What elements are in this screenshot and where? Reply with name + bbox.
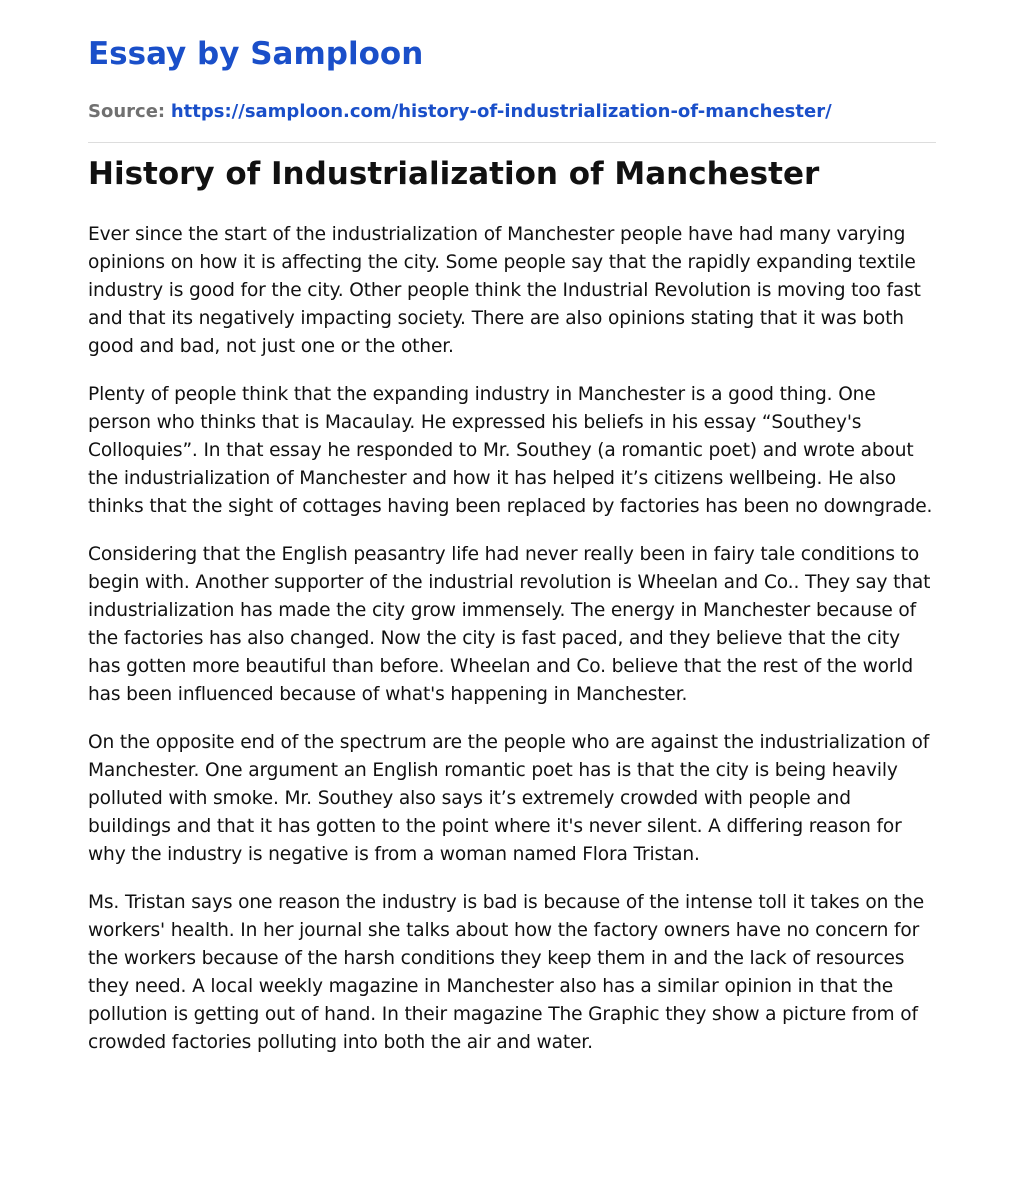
article-body	[88, 221, 936, 1077]
header-divider	[88, 142, 936, 143]
paragraph-3: Considering that the English peasantry life had never really been in fairy tale conditions to begin with. Another supporter of the industrial revolution is Wheelan and Co.. They say that industrialization has made the city grow immensely. The energy in Manchester because of the factories has also changed. Now the city is fast paced, and they believe that the city has gotten more beautiful than before. Wheelan and Co. believe that the rest of the world has been influenced because of what's happening in Manchester.	[88, 544, 931, 705]
source-label: Source:	[88, 101, 166, 122]
source-line	[88, 101, 832, 122]
source-link[interactable]: https://samploon.com/history-of-industrialization-of-manchester/	[170, 101, 832, 122]
paragraph-4: On the opposite end of the spectrum are the people who are against the industrialization of Manchester. One argument an English romantic poet has is that the city is being heavily polluted with smoke. Mr. Southey also says it’s extremely crowded with people and buildings and that it has gotten to the point where it's never silent. A differing reason for why the industry is negative is from a woman named Flora Tristan.	[88, 732, 930, 865]
paragraph-2: Plenty of people think that the expanding industry in Manchester is a good thing. One person who thinks that is Macaulay. He expressed his beliefs in his essay “Southey's Colloquies”. In that essay he responded to Mr. Southey (a romantic poet) and wrote about the industrialization of Manchester and how it has helped it’s citizens wellbeing. He also thinks that the sight of cottages having been replaced by factories has been no downgrade.	[88, 384, 933, 517]
article-title: History of Industrialization of Manchester	[88, 156, 820, 192]
paragraph-5: Ms. Tristan says one reason the industry is bad is because of the intense toll it takes on the workers' health. In her journal she talks about how the factory owners have no concern for the workers because of the harsh conditions they keep them in and the lack of resources they need. A local weekly magazine in Manchester also has a similar opinion in that the pollution is getting out of hand. In their magazine The Graphic they show a picture from of crowded factories polluting into both the air and water.	[88, 892, 925, 1053]
brand-title: Essay by Samploon	[88, 36, 424, 72]
paragraph-1: Ever since the start of the industrialization of Manchester people have had many varying opinions on how it is affecting the city. Some people say that the rapidly expanding textile industry is good for the city. Other people think the Industrial Revolution is moving too fast and that its negatively impacting society. There are also opinions stating that it was both good and bad, not just one or the other.	[88, 224, 921, 357]
